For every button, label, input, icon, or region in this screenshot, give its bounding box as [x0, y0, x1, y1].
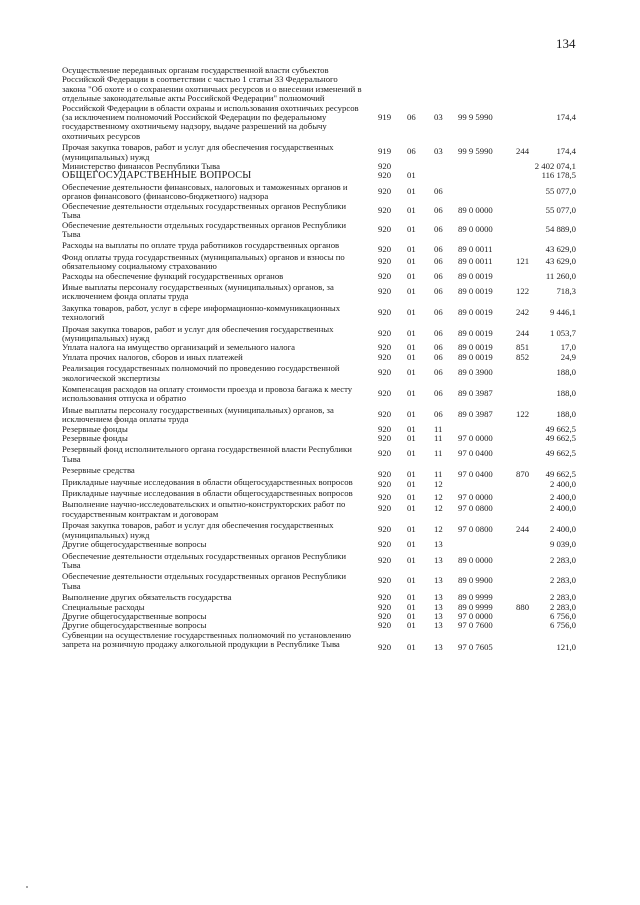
- amount: 43 629,0: [545, 255, 576, 266]
- ministry-code: 920: [378, 620, 392, 631]
- amount: 55 077,0: [545, 185, 576, 196]
- target-article-code: 99 9 5990: [458, 146, 493, 157]
- amount: 2 400,0: [549, 503, 576, 514]
- ministry-code: 920: [378, 342, 392, 353]
- target-article-code: 89 0 9900: [458, 575, 493, 586]
- ministry-code: 920: [378, 185, 392, 196]
- amount: 9 039,0: [549, 539, 576, 550]
- subsection-code: 13: [434, 575, 443, 586]
- amount: 2 283,0: [549, 554, 576, 565]
- section-code: 01: [407, 575, 416, 586]
- amount: 6 756,0: [549, 610, 576, 621]
- expense-type-code: 244: [516, 327, 530, 338]
- subsection-code: 03: [434, 146, 443, 157]
- ministry-code: 920: [378, 469, 392, 480]
- table-row: [62, 362, 582, 383]
- subsection-code: 13: [434, 641, 443, 652]
- row-description: Прочая закупка товаров, работ и услуг для обеспечения государственных (муниципальных) нужд: [62, 520, 334, 540]
- row-description: Расходы на выплаты по оплате труда работников государственных органов: [62, 240, 340, 251]
- target-article-code: 89 0 3900: [458, 367, 493, 378]
- row-description: Выполнение научно-исследовательских и опытно-конструкторских работ по государственным контрактам и договорам: [62, 499, 346, 519]
- section-code: 01: [407, 601, 416, 612]
- row-description: Обеспечение деятельности отдельных государственных органов Республики Тыва: [62, 571, 346, 591]
- section-code: 01: [407, 255, 416, 266]
- amount: 9 446,1: [549, 306, 576, 317]
- section-code: 01: [407, 223, 416, 234]
- subsection-code: 12: [434, 492, 443, 503]
- section-code: 01: [407, 503, 416, 514]
- section-code: 01: [407, 620, 416, 631]
- target-article-code: 89 0 0000: [458, 204, 493, 215]
- amount: 2 402 074,1: [534, 161, 576, 172]
- row-description: Обеспечение деятельности отдельных государственных органов Республики Тыва: [62, 200, 346, 221]
- table-row: [62, 443, 582, 464]
- target-article-code: 89 0 0019: [458, 351, 493, 362]
- section-code: 01: [407, 641, 416, 652]
- ministry-code: 920: [378, 170, 392, 181]
- table-row: [62, 353, 582, 362]
- row-description: Другие общегосударственные вопросы: [62, 610, 207, 621]
- subsection-code: 13: [434, 592, 443, 603]
- ministry-code: 920: [378, 223, 392, 234]
- section-code: 01: [407, 610, 416, 621]
- table-row: [62, 323, 582, 344]
- amount: 2 283,0: [549, 592, 576, 603]
- amount: 17,0: [560, 342, 576, 353]
- ministry-code: 920: [378, 161, 392, 172]
- amount: 24,9: [560, 351, 576, 362]
- table-row: [62, 383, 582, 404]
- table-row: [62, 498, 582, 519]
- subsection-code: 06: [434, 367, 443, 378]
- subsection-code: 11: [434, 469, 443, 480]
- section-code: 01: [407, 388, 416, 398]
- target-article-code: 97 0 0400: [458, 469, 493, 480]
- ministry-code: 920: [378, 388, 392, 398]
- table-row: [62, 591, 582, 602]
- table-row: [62, 251, 582, 272]
- subsection-code: 12: [434, 503, 443, 514]
- table-row: [62, 181, 582, 202]
- amount: 11 260,0: [545, 270, 576, 281]
- target-article-code: 89 0 0019: [458, 327, 493, 338]
- target-article-code: 89 0 0019: [458, 270, 493, 281]
- target-article-code: 89 0 0000: [458, 223, 493, 234]
- section-code: 01: [407, 185, 416, 196]
- amount: 188,0: [556, 388, 576, 398]
- target-article-code: 89 0 0019: [458, 306, 493, 317]
- section-code: 01: [407, 554, 416, 565]
- ministry-code: 920: [378, 306, 392, 317]
- amount: 55 077,0: [545, 204, 576, 215]
- subsection-code: 12: [434, 478, 443, 489]
- row-description: Другие общегосударственные вопросы: [62, 539, 207, 550]
- row-description: Прочая закупка товаров, работ и услуг для обеспечения государственных (муниципальных) нужд: [62, 323, 334, 343]
- budget-table: [62, 66, 582, 650]
- row-description: Резервные фонды: [62, 423, 128, 434]
- amount: 1 053,7: [549, 327, 576, 338]
- target-article-code: 97 0 0000: [458, 610, 493, 621]
- row-description: Компенсация расходов на оплату стоимости проезда и провоза багажа к месту использования отпуска и обратно: [62, 384, 353, 404]
- amount: 188,0: [556, 408, 576, 419]
- table-row: [62, 272, 582, 281]
- row-description: Фонд оплаты труда государственных (муниципальных) органов и взносы по обязательному социальному страхованию: [62, 251, 345, 272]
- table-row: [62, 570, 582, 591]
- subsection-code: 13: [434, 620, 443, 631]
- section-code: 01: [407, 433, 416, 444]
- row-description: Резервные фонды: [62, 433, 128, 444]
- amount: 49 662,5: [545, 423, 576, 434]
- page-number: 134: [556, 36, 576, 51]
- section-code: 01: [407, 524, 416, 535]
- row-description: Выполнение других обязательств государства: [62, 592, 232, 603]
- ministry-code: 920: [378, 575, 392, 586]
- ministry-code: 920: [378, 204, 392, 215]
- table-row: [62, 476, 582, 487]
- amount: 2 400,0: [549, 492, 576, 503]
- subsection-code: 13: [434, 610, 443, 621]
- amount: 174,4: [556, 112, 576, 122]
- table-row: [62, 171, 582, 180]
- section-code: 01: [407, 270, 416, 281]
- target-article-code: 97 0 0800: [458, 524, 493, 535]
- target-article-code: 97 0 7605: [458, 641, 493, 652]
- subsection-code: 11: [434, 433, 443, 444]
- subsection-code: 12: [434, 524, 443, 535]
- subsection-code: 06: [434, 408, 443, 419]
- expense-type-code: 870: [516, 469, 530, 480]
- expense-type-code: 851: [516, 342, 530, 353]
- row-description: Иные выплаты персоналу государственных (муниципальных) органов, за исключением фонда оплаты труда: [62, 404, 334, 425]
- table-row: [62, 434, 582, 443]
- row-description: Уплата прочих налогов, сборов и иных платежей: [62, 351, 243, 362]
- section-code: 01: [407, 342, 416, 353]
- row-description: Специальные расходы: [62, 601, 145, 612]
- subsection-code: 06: [434, 285, 443, 296]
- subsection-code: 13: [434, 554, 443, 565]
- ministry-code: 920: [378, 433, 392, 444]
- table-row: [62, 302, 582, 323]
- section-code: 01: [407, 306, 416, 317]
- subsection-code: 06: [434, 223, 443, 234]
- row-description: Субвенции на осуществление государственных полномочий по установлению запрета на розничную продажу алкогольной продукции в Республике Тыва: [62, 629, 351, 650]
- ministry-code: 920: [378, 524, 392, 535]
- amount: 174,4: [556, 146, 576, 157]
- row-description: Прочая закупка товаров, работ и услуг для обеспечения государственных (муниципальных) нужд: [62, 142, 334, 162]
- ministry-code: 920: [378, 270, 392, 281]
- expense-type-code: 242: [516, 306, 530, 317]
- section-code: 01: [407, 539, 416, 550]
- ministry-code: 920: [378, 492, 392, 503]
- amount: 49 662,5: [545, 448, 576, 459]
- target-article-code: 89 0 0011: [458, 255, 493, 266]
- ministry-code: 920: [378, 539, 392, 550]
- amount: 43 629,0: [545, 244, 576, 255]
- section-code: 01: [407, 469, 416, 480]
- expense-type-code: 880: [516, 601, 530, 612]
- expense-type-code: 852: [516, 351, 530, 362]
- amount: 121,0: [556, 641, 576, 652]
- row-description: Обеспечение деятельности отдельных государственных органов Республики Тыва: [62, 550, 346, 570]
- subsection-code: 06: [434, 388, 443, 398]
- section-code: 01: [407, 204, 416, 215]
- amount: 54 889,0: [545, 223, 576, 234]
- table-row: [62, 221, 582, 240]
- ministry-code: 920: [378, 448, 392, 459]
- section-code: 01: [407, 492, 416, 503]
- amount: 188,0: [556, 367, 576, 378]
- table-row: [62, 141, 582, 162]
- subsection-code: 11: [434, 448, 443, 459]
- target-article-code: 97 0 0000: [458, 492, 493, 503]
- section-code: 01: [407, 448, 416, 459]
- amount: 6 756,0: [549, 620, 576, 631]
- table-row: [62, 239, 582, 255]
- subsection-code: 03: [434, 112, 443, 122]
- section-code: 06: [407, 146, 416, 157]
- row-description: Обеспечение деятельности финансовых, налоговых и таможенных органов и органов финансового (финансово-бюджетного) надзора: [62, 181, 348, 202]
- row-description: Реализация государственных полномочий по проведению государственной экологической экспертизы: [62, 363, 340, 383]
- row-description: Обеспечение деятельности отдельных государственных органов Республики Тыва: [62, 219, 346, 239]
- subsection-code: 06: [434, 185, 443, 196]
- ministry-code: 919: [378, 112, 392, 122]
- ministry-code: 920: [378, 592, 392, 603]
- target-article-code: 97 0 7600: [458, 620, 493, 631]
- table-row: [62, 487, 582, 503]
- row-description: Расходы на обеспечение функций государственных органов: [62, 270, 284, 281]
- expense-type-code: 122: [516, 408, 530, 419]
- row-description: Уплата налога на имущество организаций и земельного налога: [62, 342, 296, 353]
- ministry-code: 920: [378, 423, 392, 434]
- table-row: [62, 464, 582, 480]
- section-code: 01: [407, 244, 416, 255]
- subsection-code: 06: [434, 255, 443, 266]
- subsection-code: 06: [434, 306, 443, 317]
- target-article-code: 89 0 9999: [458, 592, 493, 603]
- ministry-code: 920: [378, 610, 392, 621]
- subsection-code: 06: [434, 351, 443, 362]
- section-code: 01: [407, 408, 416, 419]
- section-code: 01: [407, 170, 416, 181]
- row-description: Резервный фонд исполнительного органа государственной власти Республики Тыва: [62, 444, 352, 464]
- target-article-code: 97 0 0000: [458, 433, 493, 444]
- expense-type-code: 121: [516, 255, 530, 266]
- table-row: [62, 281, 582, 302]
- ministry-code: 920: [378, 255, 392, 266]
- target-article-code: 89 0 3987: [458, 388, 493, 398]
- ministry-code: 920: [378, 351, 392, 362]
- subsection-code: 06: [434, 342, 443, 353]
- section-code: 06: [407, 112, 416, 122]
- ministry-code: 920: [378, 641, 392, 652]
- amount: 49 662,5: [545, 433, 576, 444]
- ministry-code: 920: [378, 503, 392, 514]
- ministry-code: 919: [378, 146, 392, 157]
- table-row: [62, 631, 582, 650]
- row-description: ОБЩЕГОСУДАРСТВЕННЫЕ ВОПРОСЫ: [62, 170, 252, 182]
- section-code: 01: [407, 423, 416, 434]
- ministry-code: 920: [378, 285, 392, 296]
- target-article-code: 97 0 0800: [458, 503, 493, 514]
- subsection-code: 06: [434, 244, 443, 255]
- subsection-code: 06: [434, 327, 443, 338]
- table-row: [62, 550, 582, 571]
- subsection-code: 06: [434, 270, 443, 281]
- expense-type-code: 244: [516, 146, 530, 157]
- expense-type-code: 122: [516, 285, 530, 296]
- ministry-code: 920: [378, 408, 392, 419]
- target-article-code: 89 0 0019: [458, 342, 493, 353]
- section-code: 01: [407, 478, 416, 489]
- amount: 2 283,0: [549, 601, 576, 612]
- section-code: 01: [407, 367, 416, 378]
- ministry-code: 920: [378, 244, 392, 255]
- target-article-code: 89 0 0000: [458, 554, 493, 565]
- table-row: [62, 425, 582, 434]
- row-description: Закупка товаров, работ, услуг в сфере информационно-коммуникационных технологий: [62, 302, 341, 323]
- ministry-code: 920: [378, 367, 392, 378]
- row-description: Прикладные научные исследования в области общегосударственных вопросов: [62, 488, 353, 499]
- amount: 718,3: [556, 285, 576, 296]
- amount: 2 400,0: [549, 478, 576, 489]
- table-row: [62, 66, 582, 141]
- target-article-code: 97 0 0400: [458, 448, 493, 459]
- section-code: 01: [407, 351, 416, 362]
- row-description: Осуществление переданных органам государственной власти субъектов Российской Федерации в соответствии с частью 1 статьи 33 Федерального закона "Об охоте и о сохранении охотничьих ресурсов и о внесении изменений в отдельные законодательные акты Российской Федерации" полномочий Российской Федерации в области охраны и использования охотничьих ресурсов (за исключением полномочий Российской Федерации по федеральному государственному охотничьему надзору, выдаче разрешений на добычу охотничьих ресурсов: [62, 65, 362, 141]
- target-article-code: 89 0 0019: [458, 285, 493, 296]
- section-code: 01: [407, 592, 416, 603]
- amount: 2 283,0: [549, 575, 576, 586]
- table-row: [62, 519, 582, 540]
- table-row: [62, 404, 582, 425]
- ministry-code: 920: [378, 554, 392, 565]
- ministry-code: 920: [378, 327, 392, 338]
- target-article-code: 99 9 5990: [458, 112, 493, 122]
- section-code: 01: [407, 285, 416, 296]
- ministry-code: 920: [378, 478, 392, 489]
- target-article-code: 89 0 9999: [458, 601, 493, 612]
- target-article-code: 89 0 3987: [458, 408, 493, 419]
- section-code: 01: [407, 327, 416, 338]
- target-article-code: 89 0 0011: [458, 244, 493, 255]
- subsection-code: 13: [434, 539, 443, 550]
- amount: 2 400,0: [549, 524, 576, 535]
- subsection-code: 13: [434, 601, 443, 612]
- table-row: [62, 202, 582, 221]
- subsection-code: 06: [434, 204, 443, 215]
- row-description: Резервные средства: [62, 465, 135, 476]
- table-row: [62, 540, 582, 549]
- amount: 116 178,5: [541, 170, 576, 181]
- row-description: Иные выплаты персоналу государственных (муниципальных) органов, за исключением фонда оплаты труда: [62, 281, 334, 302]
- row-description: Прикладные научные исследования в области общегосударственных вопросов: [62, 476, 353, 487]
- row-description: Другие общегосударственные вопросы: [62, 620, 207, 631]
- expense-type-code: 244: [516, 524, 530, 535]
- scan-speck: [26, 886, 28, 888]
- ministry-code: 920: [378, 601, 392, 612]
- amount: 49 662,5: [545, 469, 576, 480]
- subsection-code: 11: [434, 423, 443, 434]
- row-description: Министерство финансов Республики Тыва: [62, 161, 220, 172]
